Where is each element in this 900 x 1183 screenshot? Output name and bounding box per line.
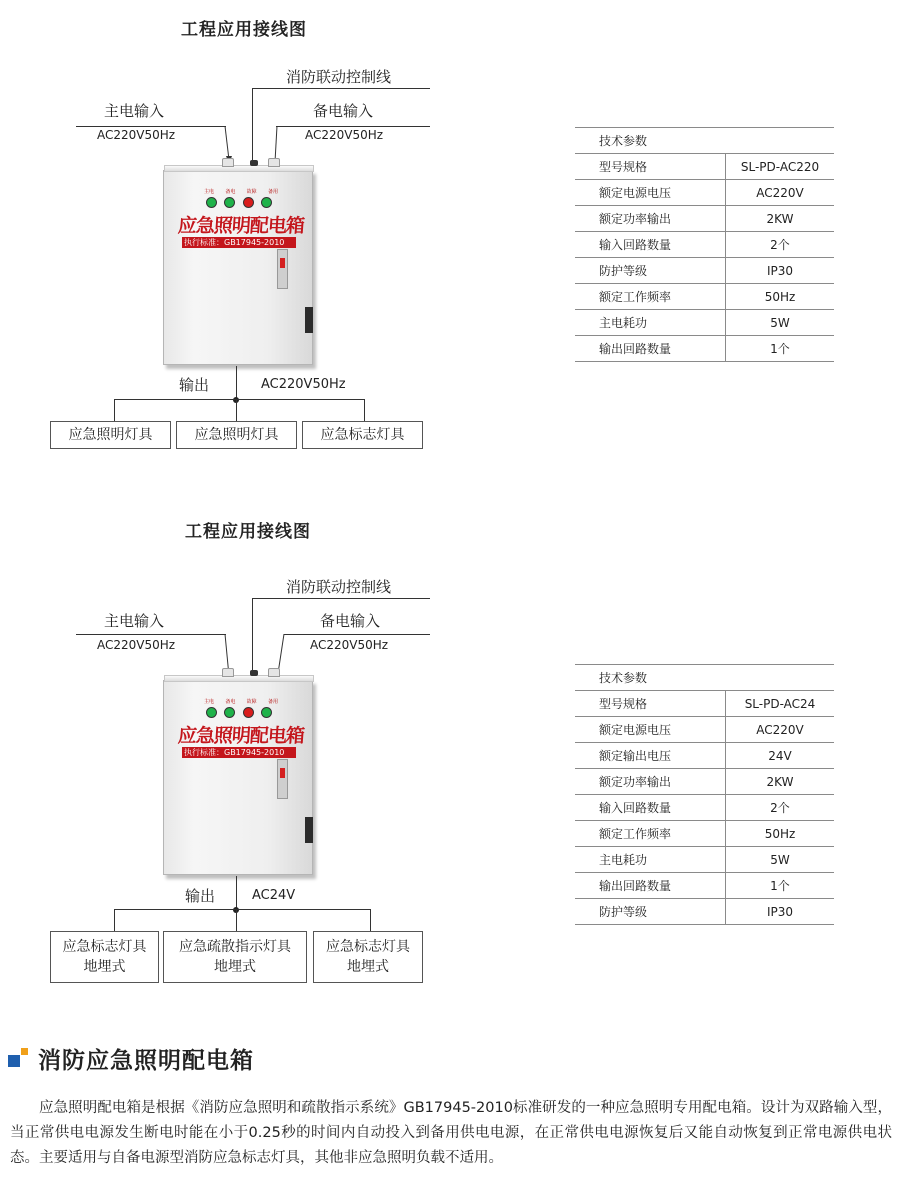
indicator-lamps <box>206 197 272 208</box>
control-line-top <box>252 88 430 89</box>
spec-table-header: 技术参数 <box>575 665 834 691</box>
spec-row: 主电耗功 5W <box>575 847 834 873</box>
branch-1 <box>114 909 115 931</box>
branch-2 <box>236 399 237 422</box>
spec-row: 额定功率输出 2KW <box>575 769 834 795</box>
bullet-square-large <box>8 1055 20 1067</box>
indicator-lamp <box>206 197 217 208</box>
indicator-lamp <box>261 707 272 718</box>
indicator-lamp <box>224 197 235 208</box>
spec-table-header: 技术参数 <box>575 128 834 154</box>
indicator-lamp <box>243 197 254 208</box>
main-input-spec: AC220V50Hz <box>97 638 176 652</box>
product-description: 应急照明配电箱是根据《消防应急照明和疏散指示系统》GB17945-2010标准研发的一种应急照明专用配电箱。设计为双路输入型，当正常供电电源发生断电时能在小于0.25秒的时间内自动投入到备用供电电源，在正常供电电源恢复后又能自动恢复到正常电源供电状态。主要适用与自备电源型消防应急标志灯具，其他非应急照明负载不适用。 <box>10 1100 892 1166</box>
output-bus <box>114 909 370 910</box>
branch-2 <box>236 909 237 931</box>
branch-1 <box>114 399 115 422</box>
branch-3 <box>364 399 365 422</box>
load-box: 应急标志灯具 地埋式 <box>313 931 423 983</box>
backup-input-label: 备电输入 <box>313 102 374 120</box>
main-input-label: 主电输入 <box>104 102 165 120</box>
spec-row: 主电耗功 5W <box>575 310 834 336</box>
spec-row: 额定功率输出 2KW <box>575 206 834 232</box>
branch-3 <box>370 909 371 931</box>
wiring-diagram-2 <box>0 512 450 992</box>
spec-table-1 <box>575 127 834 362</box>
spec-row: 额定工作频率 50Hz <box>575 284 834 310</box>
spec-row: 输入回路数量 2个 <box>575 795 834 821</box>
cabinet-title: 应急照明配电箱 <box>177 215 305 237</box>
cabinet-vent <box>305 817 313 843</box>
indicator-lamp <box>206 707 217 718</box>
spec-row: 额定工作频率 50Hz <box>575 821 834 847</box>
spec-row: 防护等级 IP30 <box>575 258 834 284</box>
indicator-lamps <box>206 707 272 718</box>
fire-control-line-label: 消防联动控制线 <box>286 578 392 596</box>
output-trunk <box>236 366 237 400</box>
cabinet-vent <box>305 307 313 333</box>
backup-input-line <box>284 634 430 635</box>
spec-row: 输出回路数量 1个 <box>575 336 834 362</box>
main-input-line <box>76 126 226 127</box>
distribution-box-image <box>163 680 313 875</box>
bullet-square-small <box>21 1048 28 1055</box>
output-trunk <box>236 876 237 910</box>
spec-row: 额定输出电压 24V <box>575 743 834 769</box>
diagram-title: 工程应用接线图 <box>181 20 307 40</box>
load-box: 应急照明灯具 <box>50 421 171 449</box>
cabinet-standard: 执行标准：GB17945-2010 <box>182 747 296 758</box>
fire-control-line-label: 消防联动控制线 <box>286 68 392 86</box>
load-box: 应急标志灯具 地埋式 <box>50 931 159 983</box>
cabinet-standard: 执行标准：GB17945-2010 <box>182 237 296 248</box>
load-box: 应急疏散指示灯具 地埋式 <box>163 931 307 983</box>
load-box: 应急照明灯具 <box>176 421 297 449</box>
output-bus <box>114 399 364 400</box>
diagram-title: 工程应用接线图 <box>185 522 311 542</box>
load-box: 应急标志灯具 <box>302 421 423 449</box>
main-input-label: 主电输入 <box>104 612 165 630</box>
backup-input-spec: AC220V50Hz <box>310 638 389 652</box>
wiring-diagram-1 <box>0 0 450 480</box>
cabinet-switch <box>277 759 288 799</box>
spec-row: 型号规格 SL-PD-AC220 <box>575 154 834 180</box>
backup-input-line <box>276 126 430 127</box>
spec-row: 输出回路数量 1个 <box>575 873 834 899</box>
section-title: 消防应急照明配电箱 <box>38 1048 254 1074</box>
spec-row: 防护等级 IP30 <box>575 899 834 925</box>
spec-table-2 <box>575 664 834 925</box>
control-line-top <box>252 598 430 599</box>
output-spec: AC220V50Hz <box>261 377 346 392</box>
spec-row: 额定电源电压 AC220V <box>575 180 834 206</box>
cabinet-switch <box>277 249 288 289</box>
distribution-box-image <box>163 170 313 365</box>
main-input-spec: AC220V50Hz <box>97 128 176 142</box>
indicator-lamp <box>224 707 235 718</box>
output-label: 输出 <box>185 887 216 905</box>
backup-input-spec: AC220V50Hz <box>305 128 384 142</box>
main-input-line <box>76 634 226 635</box>
spec-row: 型号规格 SL-PD-AC24 <box>575 691 834 717</box>
cabinet-title: 应急照明配电箱 <box>177 725 305 747</box>
indicator-captions: 主电 备电 故障 备用 <box>204 699 278 705</box>
indicator-captions: 主电 备电 故障 备用 <box>204 189 278 195</box>
section-bullet-icon <box>8 1047 30 1069</box>
output-label: 输出 <box>179 376 210 394</box>
indicator-lamp <box>261 197 272 208</box>
output-spec: AC24V <box>252 888 296 903</box>
control-line-drop <box>252 88 253 163</box>
spec-row: 输入回路数量 2个 <box>575 232 834 258</box>
backup-input-label: 备电输入 <box>320 612 381 630</box>
spec-row: 额定电源电压 AC220V <box>575 717 834 743</box>
indicator-lamp <box>243 707 254 718</box>
